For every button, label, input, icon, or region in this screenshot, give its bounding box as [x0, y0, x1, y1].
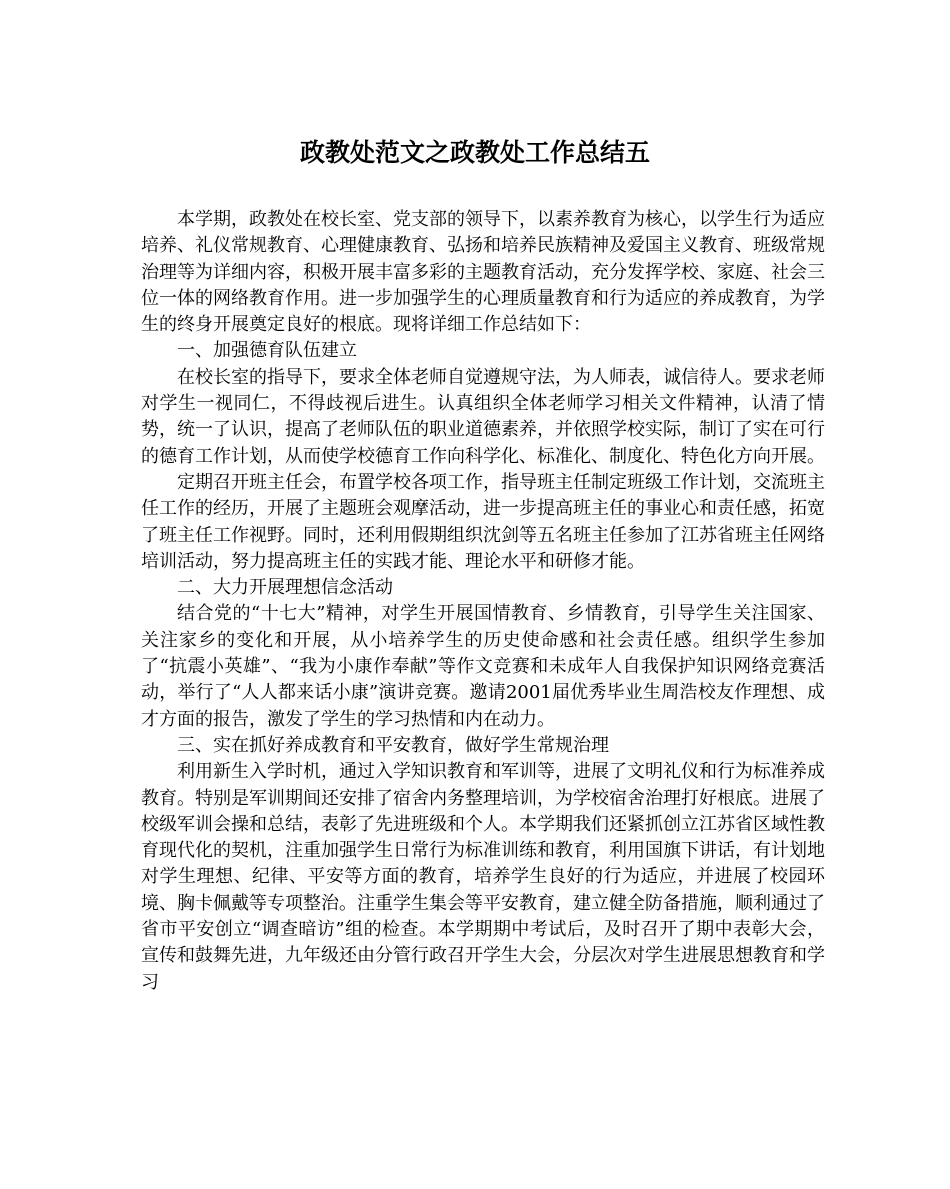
body-paragraph: 在校长室的指导下，要求全体老师自觉遵规守法，为人师表，诚信待人。要求老师对学生一视同仁，不得歧视后进生。认真组织全体老师学习相关文件精神，认清了情势，统一了认识，提高了老师队伍的职业道德素养，并依照学校实际，制订了实在可行的德育工作计划，从而使学校德育工作向科学化、标准化、制度化、特色化方向开展。	[141, 366, 825, 467]
section-heading-3: 三、实在抓好养成教育和平安教育，做好学生常规治理	[177, 734, 609, 756]
document-title: 政教处范文之政教处工作总结五	[299, 138, 650, 167]
body-paragraph: 定期召开班主任会，布置学校各项工作，指导班主任制定班级工作计划，交流班主任工作的经历，开展了主题班会观摩活动，进一步提高班主任的事业心和责任感，拓宽了班主任工作视野。同时，还利用假期组织沈剑等五名班主任参加了江苏省班主任网络培训活动，努力提高班主任的实践才能、理论水平和研修才能。	[141, 471, 825, 572]
section-heading-1: 一、加强德育队伍建立	[177, 340, 357, 362]
section-heading-2: 二、大力开展理想信念活动	[177, 577, 393, 599]
body-paragraph: 利用新生入学时机，通过入学知识教育和军训等，进展了文明礼仪和行为标准养成教育。特别是军训期间还安排了宿舍内务整理培训，为学校宿舍治理打好根底。进展了校级军训会操和总结，表彰了先进班级和个人。本学期我们还紧抓创立江苏省区域性教育现代化的契机，注重加强学生日常行为标准训练和教育，利用国旗下讲话，有计划地对学生理想、纪律、平安等方面的教育，培养学生良好的行为适应，并进展了校园环境、胸卡佩戴等专项整治。注重学生集会等平安教育，建立健全防备措施，顺利通过了省市平安创立“调查暗访”组的检查。本学期期中考试后，及时召开了期中表彰大会，宣传和鼓舞先进，九年级还由分管行政召开学生大会，分层次对学生进展思想教育和学习	[141, 761, 825, 993]
document-body	[141, 207, 825, 996]
body-paragraph: 结合党的“十七大”精神，对学生开展国情教育、乡情教育，引导学生关注国家、关注家乡的变化和开展，从小培养学生的历史使命感和社会责任感。组织学生参加了“抗震小英雄”、“我为小康作奉献”等作文竞赛和未成年人自我保护知识网络竞赛活动，举行了“人人都来话小康”演讲竞赛。邀请2001届优秀毕业生周浩校友作理想、成才方面的报告，激发了学生的学习热情和内在动力。	[141, 603, 825, 730]
intro-paragraph: 本学期，政教处在校长室、党支部的领导下，以素养教育为核心，以学生行为适应培养、礼仪常规教育、心理健康教育、弘扬和培养民族精神及爱国主义教育、班级常规治理等为详细内容，积极开展丰富多彩的主题教育活动，充分发挥学校、家庭、社会三位一体的网络教育作用。进一步加强学生的心理质量教育和行为适应的养成教育，为学生的终身开展奠定良好的根底。现将详细工作总结如下：	[141, 209, 825, 336]
